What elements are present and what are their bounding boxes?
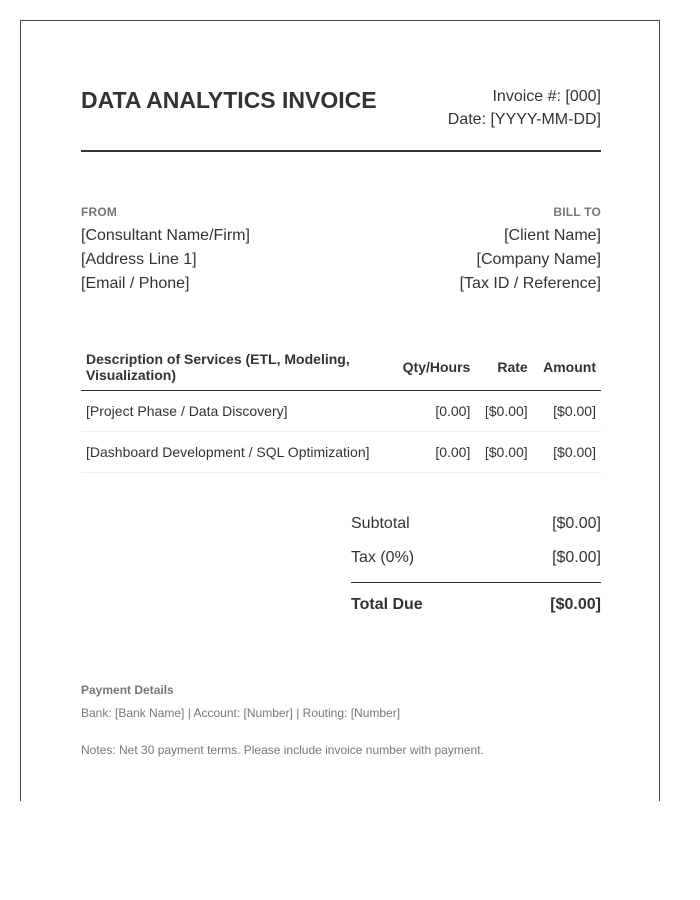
invoice-meta (448, 85, 601, 131)
header-amount: Amount (533, 344, 601, 391)
from-block (81, 205, 250, 296)
row-description: [Project Phase / Data Discovery] (81, 391, 391, 432)
from-address: [Address Line 1] (81, 251, 197, 268)
header-description: Description of Services (ETL, Modeling, Visualization) (81, 344, 391, 391)
invoice-page (20, 20, 660, 801)
subtotal-value: [$0.00] (552, 515, 601, 532)
invoice-header (81, 85, 601, 151)
row-amount: [$0.00] (533, 391, 601, 432)
from-contact: [Email / Phone] (81, 275, 190, 292)
payment-details-label: Payment Details (81, 683, 174, 697)
total-due-row (351, 588, 601, 622)
payment-notes: Notes: Net 30 payment terms. Please include invoice number with payment. (81, 743, 484, 757)
payment-section (81, 682, 601, 758)
table-header-row (81, 344, 601, 391)
header-qty: Qty/Hours (391, 344, 475, 391)
tax-row (351, 541, 601, 575)
row-rate: [$0.00] (475, 391, 532, 432)
total-due-label: Total Due (351, 596, 423, 613)
tax-label: Tax (0%) (351, 549, 415, 566)
bill-to-company: [Company Name] (476, 251, 601, 268)
table-row (81, 432, 601, 473)
services-table (81, 344, 601, 473)
table-row (81, 391, 601, 432)
subtotal-label: Subtotal (351, 515, 410, 532)
bill-to-block (460, 205, 601, 296)
row-rate: [$0.00] (475, 432, 532, 473)
row-qty: [0.00] (391, 391, 475, 432)
invoice-title: DATA ANALYTICS INVOICE (81, 87, 377, 113)
header-divider (81, 150, 601, 152)
row-amount: [$0.00] (533, 432, 601, 473)
bill-to-label: BILL TO (553, 205, 601, 219)
from-label: FROM (81, 205, 118, 219)
invoice-date: Date: [YYYY-MM-DD] (447, 111, 601, 128)
subtotal-row (351, 507, 601, 541)
totals-divider (351, 582, 601, 583)
row-description: [Dashboard Development / SQL Optimization] (81, 432, 391, 473)
bill-to-reference: [Tax ID / Reference] (459, 275, 601, 292)
row-qty: [0.00] (391, 432, 475, 473)
payment-details-text: Bank: [Bank Name] | Account: [Number] | Routing: [Number] (81, 706, 401, 720)
invoice-number: Invoice #: [000] (492, 88, 601, 105)
tax-value: [$0.00] (552, 549, 601, 566)
bill-to-client: [Client Name] (504, 227, 601, 244)
header-rate: Rate (475, 344, 532, 391)
totals-block (351, 507, 601, 622)
from-name: [Consultant Name/Firm] (81, 227, 250, 244)
total-due-value: [$0.00] (550, 596, 601, 613)
